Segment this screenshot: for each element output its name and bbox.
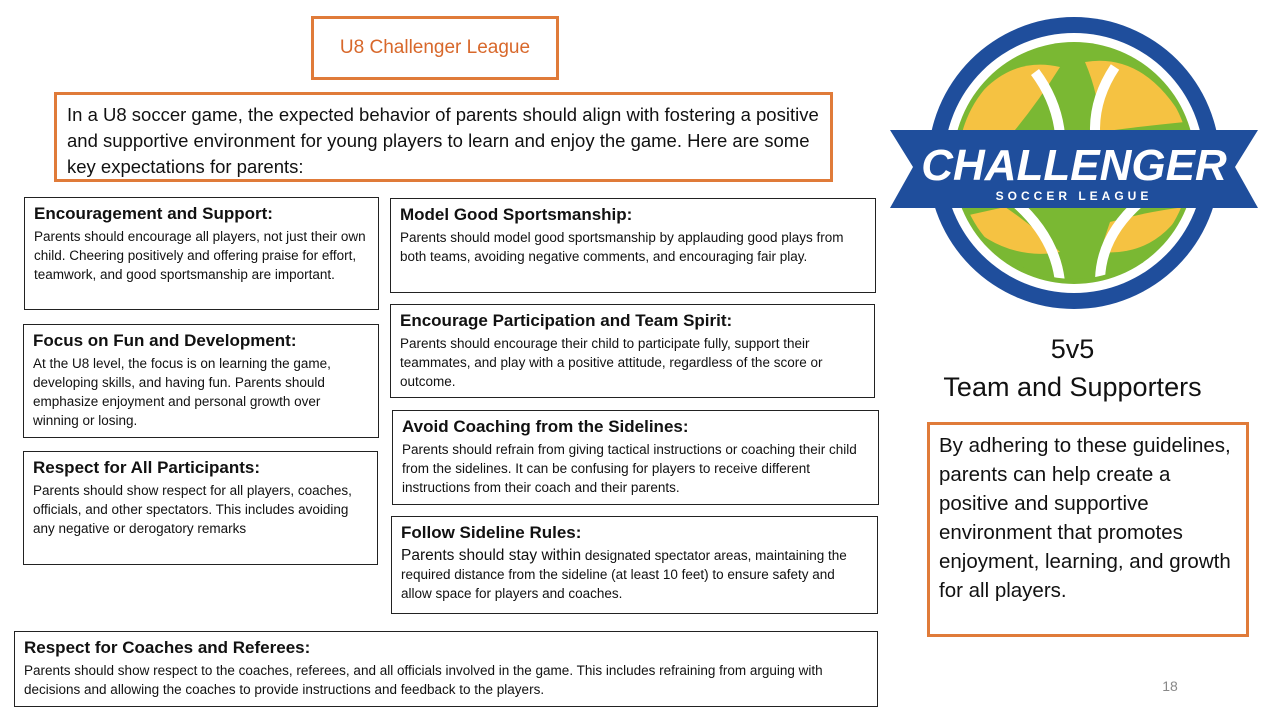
card-title: Encouragement and Support:: [34, 204, 273, 223]
card-title: Encourage Participation and Team Spirit:: [400, 311, 733, 330]
format-label: 5v5: [1050, 334, 1095, 364]
format-heading: [900, 330, 1245, 406]
card-title: Follow Sideline Rules:: [401, 523, 582, 542]
card-title: Model Good Sportsmanship:: [400, 205, 633, 224]
card-sportsmanship: [390, 198, 876, 293]
card-coaching: [392, 410, 879, 505]
challenger-logo-icon: [885, 12, 1263, 314]
card-sideline: [391, 516, 878, 614]
card-participation: [390, 304, 875, 398]
logo-subtitle: SOCCER LEAGUE: [995, 189, 1153, 203]
card-body: Parents should refrain from giving tactical instructions or coaching their child from the sidelines. It can be confusing for players to receive different instructions from their coach and their parents.: [402, 442, 857, 495]
card-title: Avoid Coaching from the Sidelines:: [402, 417, 689, 436]
card-body: Parents should encourage their child to participate fully, support their teammates, and play with a positive attitude, regardless of the score or outcome.: [400, 336, 823, 389]
summary-text: By adhering to these guidelines, parents can help create a positive and supportive environment that promotes enjoyment, learning, and growth for all players.: [927, 422, 1249, 637]
card-body: Parents should encourage all players, not just their own child. Cheering positively and offering praise for effort, teamwork, and good sportsmanship are important.: [34, 229, 366, 282]
logo-wordmark: CHALLENGER: [921, 141, 1227, 190]
card-body-rest: designated spectator areas, maintaining the required distance from the sideline (at least 10 feet) to ensure safety and allow space for players and coaches.: [401, 548, 847, 601]
card-title: Focus on Fun and Development:: [33, 331, 297, 350]
card-referees: [14, 631, 878, 707]
card-body: Parents should model good sportsmanship by applauding good plays from both teams, avoiding negative comments, and encouraging fair play.: [400, 230, 844, 264]
card-encouragement: [24, 197, 379, 310]
team-supporters-label: Team and Supporters: [943, 372, 1202, 402]
card-body-lead: Parents should stay within: [401, 547, 582, 564]
card-body: At the U8 level, the focus is on learning the game, developing skills, and having fun. Parents should emphasize enjoyment and personal growth over winning or losing.: [33, 356, 331, 428]
card-focus: [23, 324, 379, 438]
intro-text: In a U8 soccer game, the expected behavior of parents should align with fostering a positive and supportive environment for young players to learn and enjoy the game. Here are some key expectations for parents:: [54, 92, 833, 182]
card-body: Parents should show respect to the coaches, referees, and all officials involved in the game. This includes refraining from arguing with decisions and allowing the coaches to provide instructions and feedback to the players.: [24, 663, 823, 697]
card-title: Respect for Coaches and Referees:: [24, 638, 311, 657]
card-respect-all: [23, 451, 378, 565]
card-body: [401, 546, 868, 603]
page-number: 18: [1162, 678, 1178, 694]
card-body: Parents should show respect for all players, coaches, officials, and other spectators. This includes avoiding any negative or derogatory remarks: [33, 483, 352, 536]
card-title: Respect for All Participants:: [33, 458, 261, 477]
challenger-logo: [885, 12, 1263, 314]
slide-title: U8 Challenger League: [311, 16, 559, 80]
